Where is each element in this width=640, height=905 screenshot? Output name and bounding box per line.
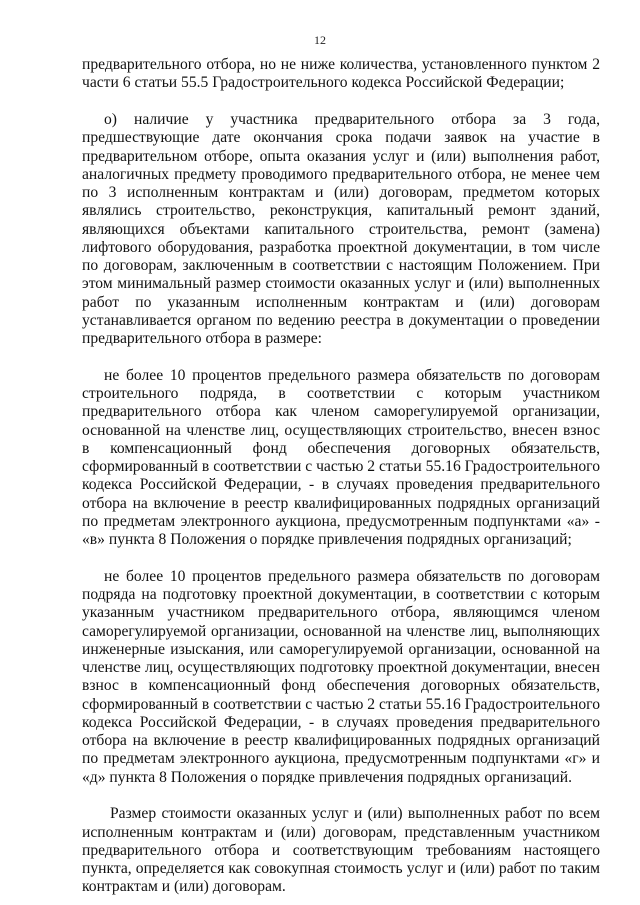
page-number: 12 [314, 33, 326, 47]
paragraph-construction-limit: не более 10 процентов предельного размера обязательств по договорам строительного подряда, в соответствии с которым участником предварительного отбора как членом саморегулируемой организации, основанной на членстве лиц, осуществляющих строительство, внесен взнос в компенсационный фонд обеспечения договорных обязательств, сформированный в соответствии с частью 2 статьи 55.16 Градостроительного кодекса Российской Федерации, - в случаях проведения предварительного отбора на включение в реестр квалифицированных подрядных организаций по предметам электронного аукциона, предусмотренным подпунктами «а» - «в» пункта 8 Положения о порядке привлечения подрядных организаций; [82, 366, 600, 548]
paragraph-continuation: предварительного отбора, но не ниже количества, установленного пунктом 2 части 6 статьи 55.5 Градостроительного кодекса Российской Федерации; [82, 56, 600, 92]
paragraph-design-limit: не более 10 процентов предельного размера обязательств по договорам подряда на подготовку проектной документации, в соответствии с которым указанным участником предварительного отбора, являющимся членом саморегулируемой организации, основанной на членстве лиц, выполняющих инженерные изыскания, или саморегулируемой организации, основанной на членстве лиц, осуществляющих подготовку проектной документации, внесен взнос в компенсационный фонд обеспечения договорных обязательств, сформированный в соответствии с частью 2 статьи 55.16 Градостроительного кодекса Российской Федерации, - в случаях проведения предварительного отбора на включение в реестр квалифицированных подрядных организаций по предметам электронного аукциона, предусмотренным подпунктами «г» и «д» пункта 8 Положения о порядке привлечения подрядных организаций. [82, 567, 600, 786]
paragraph-total-cost: Размер стоимости оказанных услуг и (или) выполненных работ по всем исполненным контрактам и (или) договорам, представленным участником предварительного отбора и соответствующим требованиям настоящего пункта, определяется как совокупная стоимость услуг и (или) работ по таким контрактам и (или) договорам. [82, 805, 600, 896]
document-body [82, 56, 600, 897]
paragraph-item-o: о) наличие у участника предварительного отбора за 3 года, предшествующие дате окончания срока подачи заявок на участие в предварительном отборе, опыта оказания услуг и (или) выполнения работ, аналогичных предмету проводимого предварительного отбора, не менее чем по 3 исполненным контрактам и (или) договорам, предметом которых являлись строительство, реконструкция, капитальный ремонт зданий, являющихся объектами капитального строительства, ремонт (замена) лифтового оборудования, разработка проектной документации, в том числе по договорам, заключенным в соответствии с настоящим Положением. При этом минимальный размер стоимости оказанных услуг и (или) выполненных работ по указанным исполненным контрактам и (или) договорам устанавливается органом по ведению реестра в документации о проведении предварительного отбора в размере: [82, 111, 600, 347]
